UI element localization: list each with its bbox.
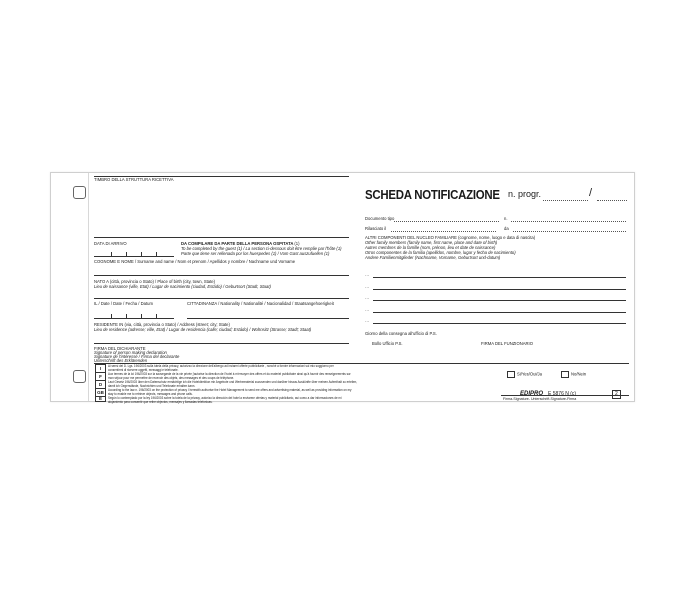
brand-logo: EDIPRO: [520, 391, 544, 397]
privacy-en-1: According to the law n. 196/2003 on the protection of privacy I herewith authorise the Hotel Management to send me offers and advertising material, as well as providing information on my: [108, 388, 352, 392]
cognome-field[interactable]: [94, 275, 349, 276]
progr-line: [597, 200, 627, 201]
flag-italy-icon: I: [95, 364, 106, 373]
firma-dich-en: Signature of person making declaration: [94, 350, 167, 355]
cognome-label: COGNOME E NOME / Surname and name / Nom et prenom / Apellidos y nombre / Nachname und Vorname: [94, 259, 296, 264]
altri-label-es: Otros componentes de la familia (apellidos, nombre, lugar y fecha de nacimiento): [365, 250, 516, 255]
altri-label-it: ALTRI COMPONENTI DEL NUCLEO FAMILIARE (cognome, nome, luogo e data di nascita): [365, 235, 536, 240]
privacy-en-2: stay to enable me to retrieve objects, messages and phone calls.: [108, 392, 193, 396]
binder-hole-top: [73, 186, 86, 199]
divider: [94, 176, 349, 177]
perforated-stub: [51, 173, 89, 401]
checkbox-yes[interactable]: [507, 371, 515, 378]
giorno-label: Giorno della consegna all'ufficio di P.S.: [365, 331, 437, 336]
page-number: 2: [612, 390, 621, 399]
da-field[interactable]: [513, 231, 626, 232]
bollo-label: Bollo Ufficio P.S.: [372, 341, 403, 346]
compilare-line-2: Parte que tiene ser rellenada por los huespedes (1) / Vom Gast auszufuellen (1): [181, 251, 330, 256]
doc-tipo-label: Documento tipo: [365, 216, 395, 221]
notification-form: TIMBRO DELLA STRUTTURA RICETTIVA SCHEDA NOTIFICAZIONE n. progr. / Documento tipo n. Rilasciato il da ALTRI COMPONENTI DEL NUCLEO FAMILIARE (cognome, nome, luogo e data di nascita) Other family members (family name, first name, place and date of birth) Autres membres de la famille (nom, prénon, lieu et date de naissance) Otros componentes de la familia (apellidos, nombre, lugar y fecha de nacimiento) Andere Familienmitglieder (Nachname, Vorname, Geburtsort und-datum) … … … … … Giorno della consegna all'ufficio di P.S. Bollo Ufficio P.S. FIRMA DEL FUNZIONARIO DATA DI ARRIVO DA COMPILARE DA PARTE DELLA PERSONA OSPITATA (1) To be completed by the guest (1) / La section ci-dessous doit être remplie par l'hôte (1) Parte que tiene ser rellenada por los huespedes (1) / Vom Gast auszufuellen (1) COGNOME E NOME / Surname and name / Nom et prenom / Apellidos y nombre / Nachname und Vorname NATO A (città, provincia o Stato) / Place of birth (city, town, State) Lieu de naissance (ville, Etat) / Lugar de nacimiento (ciudad, Estádo) / Geburtsort (Stadt, Staat) IL / Date / Date / Fecha / Datum CITTADINANZA / Nationality / Nationalité / Nacionalidad / Staatsangehoerigkeit RESIDENTE IN (via, città, provincia o Stato) / Address (street; city; State) Lieu de residence (adresse; ville, Etat) / Lugar de residencia (calle; ciudad; Estádo) / Wohnsitz (Strasse; Stadt; Staat) FIRMA DEL DICHIARANTE Signature of person making declaration Signature de l'intéressé / Firma del declarante Unterschrift des Erklärenden I F D GB E Ai sensi del D. Lgs. 196/2003 sulla tutela della privacy, autorizzo la direzione dell'albergo ad inviarmi offerte pubblicitarie , nonché a fornire informazioni sul mio soggiorno per consentirmi di ricevere oggetti, messaggi e telefonate. Aux termes de la loi 196/2003 sur la sauvegarde de la vie privée j'autorise la direction de l'hotel à m'envoyer des offres et du materiel publicitaire ainsi qu'à fournir des renseignements sur mon séjour pour me permettre de recevoir des objets, des messages et des coups de téléphone. Laut Gesetz 196/2003 über den Datenschutz ermächtige ich die Hoteldirektion mir Angebote und Werbematerial zuzusenden und darüber hinaus Auskünfte über meinen Aufenthalt zu erteilen, damit ich Gegenstände, Nachrichten und Telefonate erhalten kann. According to the law n. 196/2003 on the protection of privacy I herewith authorise the Hotel Management to send me offers and advertising material, as well as providing information on my stay to enable me to retrieve objects, messages and phone calls. Según lo contemplado por la ley 196/2003 sobre la tutela de la privacy, autorizo la dirección del hotel a enviarme ofertas y material publicitario, así como a dar informaciones de mi alojamiento para consentir que retire objectos, mensajes y llamadas telefonicas. Si/Yes/Oui/Ja No/Nein Firma-Signature- Unterschrift-Signature-Firma: [50, 172, 635, 402]
product-code: E 5876 N (c): [548, 391, 577, 397]
flag-spain-icon: E: [95, 396, 106, 402]
compilare-line-1: To be completed by the guest (1) / La section ci-dessous doit être remplie par l'hôte (1): [181, 246, 342, 251]
progr-sep: /: [589, 187, 593, 199]
privacy-de-1: Laut Gesetz 196/2003 über den Datenschutz ermächtige ich die Hoteldirektion mir Angebote und Werbematerial zuzusenden und darüber hinaus Auskünfte über meinen Aufenthalt zu erteilen,: [108, 380, 358, 384]
residente-label-1: RESIDENTE IN (via, città, provincia o Stato) / Address (street; city; State): [94, 322, 230, 327]
privacy-es-2: alojamiento para consentir que retire objectos, mensajes y llamadas telefonicas.: [108, 400, 213, 404]
progr-label: n. progr.: [508, 189, 542, 199]
rilasciato-field[interactable]: [391, 231, 496, 232]
form-title: SCHEDA NOTIFICAZIONE: [365, 187, 500, 202]
privacy-it-2: consentirmi di ricevere oggetti, messaggi e telefonate.: [108, 368, 179, 372]
firma-dich-fr: Signature de l'intéressé / Firma del declarante: [94, 354, 180, 359]
il-label: IL / Date / Date / Fecha / Datum: [94, 301, 153, 306]
family-member-line[interactable]: [373, 300, 626, 301]
altri-label-fr: Autres membres de la famille (nom, prénon, lieu et date de naissance): [365, 245, 496, 250]
flag-germany-icon: D: [95, 380, 106, 389]
residente-field[interactable]: [94, 343, 349, 344]
il-field[interactable]: [94, 318, 174, 319]
cittadinanza-label: CITTADINANZA / Nationality / Nationalité / Nacionalidad / Staatsangehoerigkeit: [187, 301, 334, 306]
flag-uk-icon: GB: [95, 388, 106, 397]
data-arrivo-field[interactable]: [94, 256, 174, 257]
firma-dich-label: FIRMA DEL DICHIARANTE: [94, 346, 146, 351]
firma-signature-label: Firma-Signature- Unterschrift-Signature-Firma: [503, 397, 577, 401]
privacy-es-1: Según lo contemplado por la ley 196/2003 sobre la tutela de la privacy, autorizo la dirección del hotel a enviarme ofertas y material publicitario, así como a dar informaciones de mi: [108, 396, 342, 400]
nato-label-1: NATO A (città, provincia o Stato) / Place of birth (city, town, State): [94, 279, 216, 284]
firma-dich-de: Unterschrift des Erklärenden: [94, 358, 148, 363]
consent-yes[interactable]: Si/Yes/Oui/Ja: [507, 371, 542, 378]
rilasciato-label: Rilasciato il: [365, 226, 387, 231]
family-member-line[interactable]: [373, 277, 626, 278]
compilare-title: DA COMPILARE DA PARTE DELLA PERSONA OSPITATA (1): [181, 241, 300, 246]
doc-tipo-field[interactable]: [394, 221, 499, 222]
consent-no[interactable]: No/Nein: [561, 371, 586, 378]
firma-funzionario-label: FIRMA DEL FUNZIONARIO: [481, 341, 533, 346]
privacy-fr-1: Aux termes de la loi 196/2003 sur la sauvegarde de la vie privée j'autorise la direction de l'hotel à m'envoyer des offres et du materiel publicitaire ainsi qu'à fournir des renseignements sur: [108, 372, 351, 376]
family-member-line[interactable]: [373, 289, 626, 290]
nato-label-2: Lieu de naissance (ville, Etat) / Lugar de nacimiento (ciudad, Estádo) / Geburtsort (Stadt, Staat): [94, 284, 271, 289]
data-arrivo-label: DATA DI ARRIVO: [94, 241, 127, 246]
altri-label-de: Andere Familienmitglieder (Nachname, Vorname, Geburtsort und-datum): [365, 255, 501, 260]
progr-line: [543, 200, 588, 201]
family-member-line[interactable]: [373, 312, 626, 313]
privacy-it-1: Ai sensi del D. Lgs. 196/2003 sulla tutela della privacy, autorizzo la direzione dell'albergo ad inviarmi offerte pubblicitarie , nonché a fornire informazioni sul mio soggiorno per: [108, 364, 334, 368]
da-label: da: [504, 226, 509, 231]
altri-label-en: Other family members (family name, first name, place and date of birth): [365, 240, 498, 245]
nato-field[interactable]: [94, 298, 349, 299]
residente-label-2: Lieu de residence (adresse; ville, Etat) / Lugar de residencia (calle; ciudad; Estádo) / Wohnsitz (Strasse; Stadt; Staat): [94, 327, 312, 332]
doc-n-label: n.: [504, 216, 508, 221]
stamp-label: TIMBRO DELLA STRUTTURA RICETTIVA: [94, 177, 174, 182]
binder-hole-bottom: [73, 370, 86, 383]
privacy-fr-2: mon séjour pour me permettre de recevoir des objets, des messages et des coups de téléphone.: [108, 376, 235, 380]
family-member-line[interactable]: [373, 323, 626, 324]
checkbox-no[interactable]: [561, 371, 569, 378]
doc-n-field[interactable]: [511, 221, 626, 222]
flag-france-icon: F: [95, 372, 106, 381]
cittadinanza-field[interactable]: [187, 318, 349, 319]
divider: [94, 237, 349, 238]
privacy-de-2: damit ich Gegenstände, Nachrichten und Telefonate erhalten kann.: [108, 384, 196, 388]
